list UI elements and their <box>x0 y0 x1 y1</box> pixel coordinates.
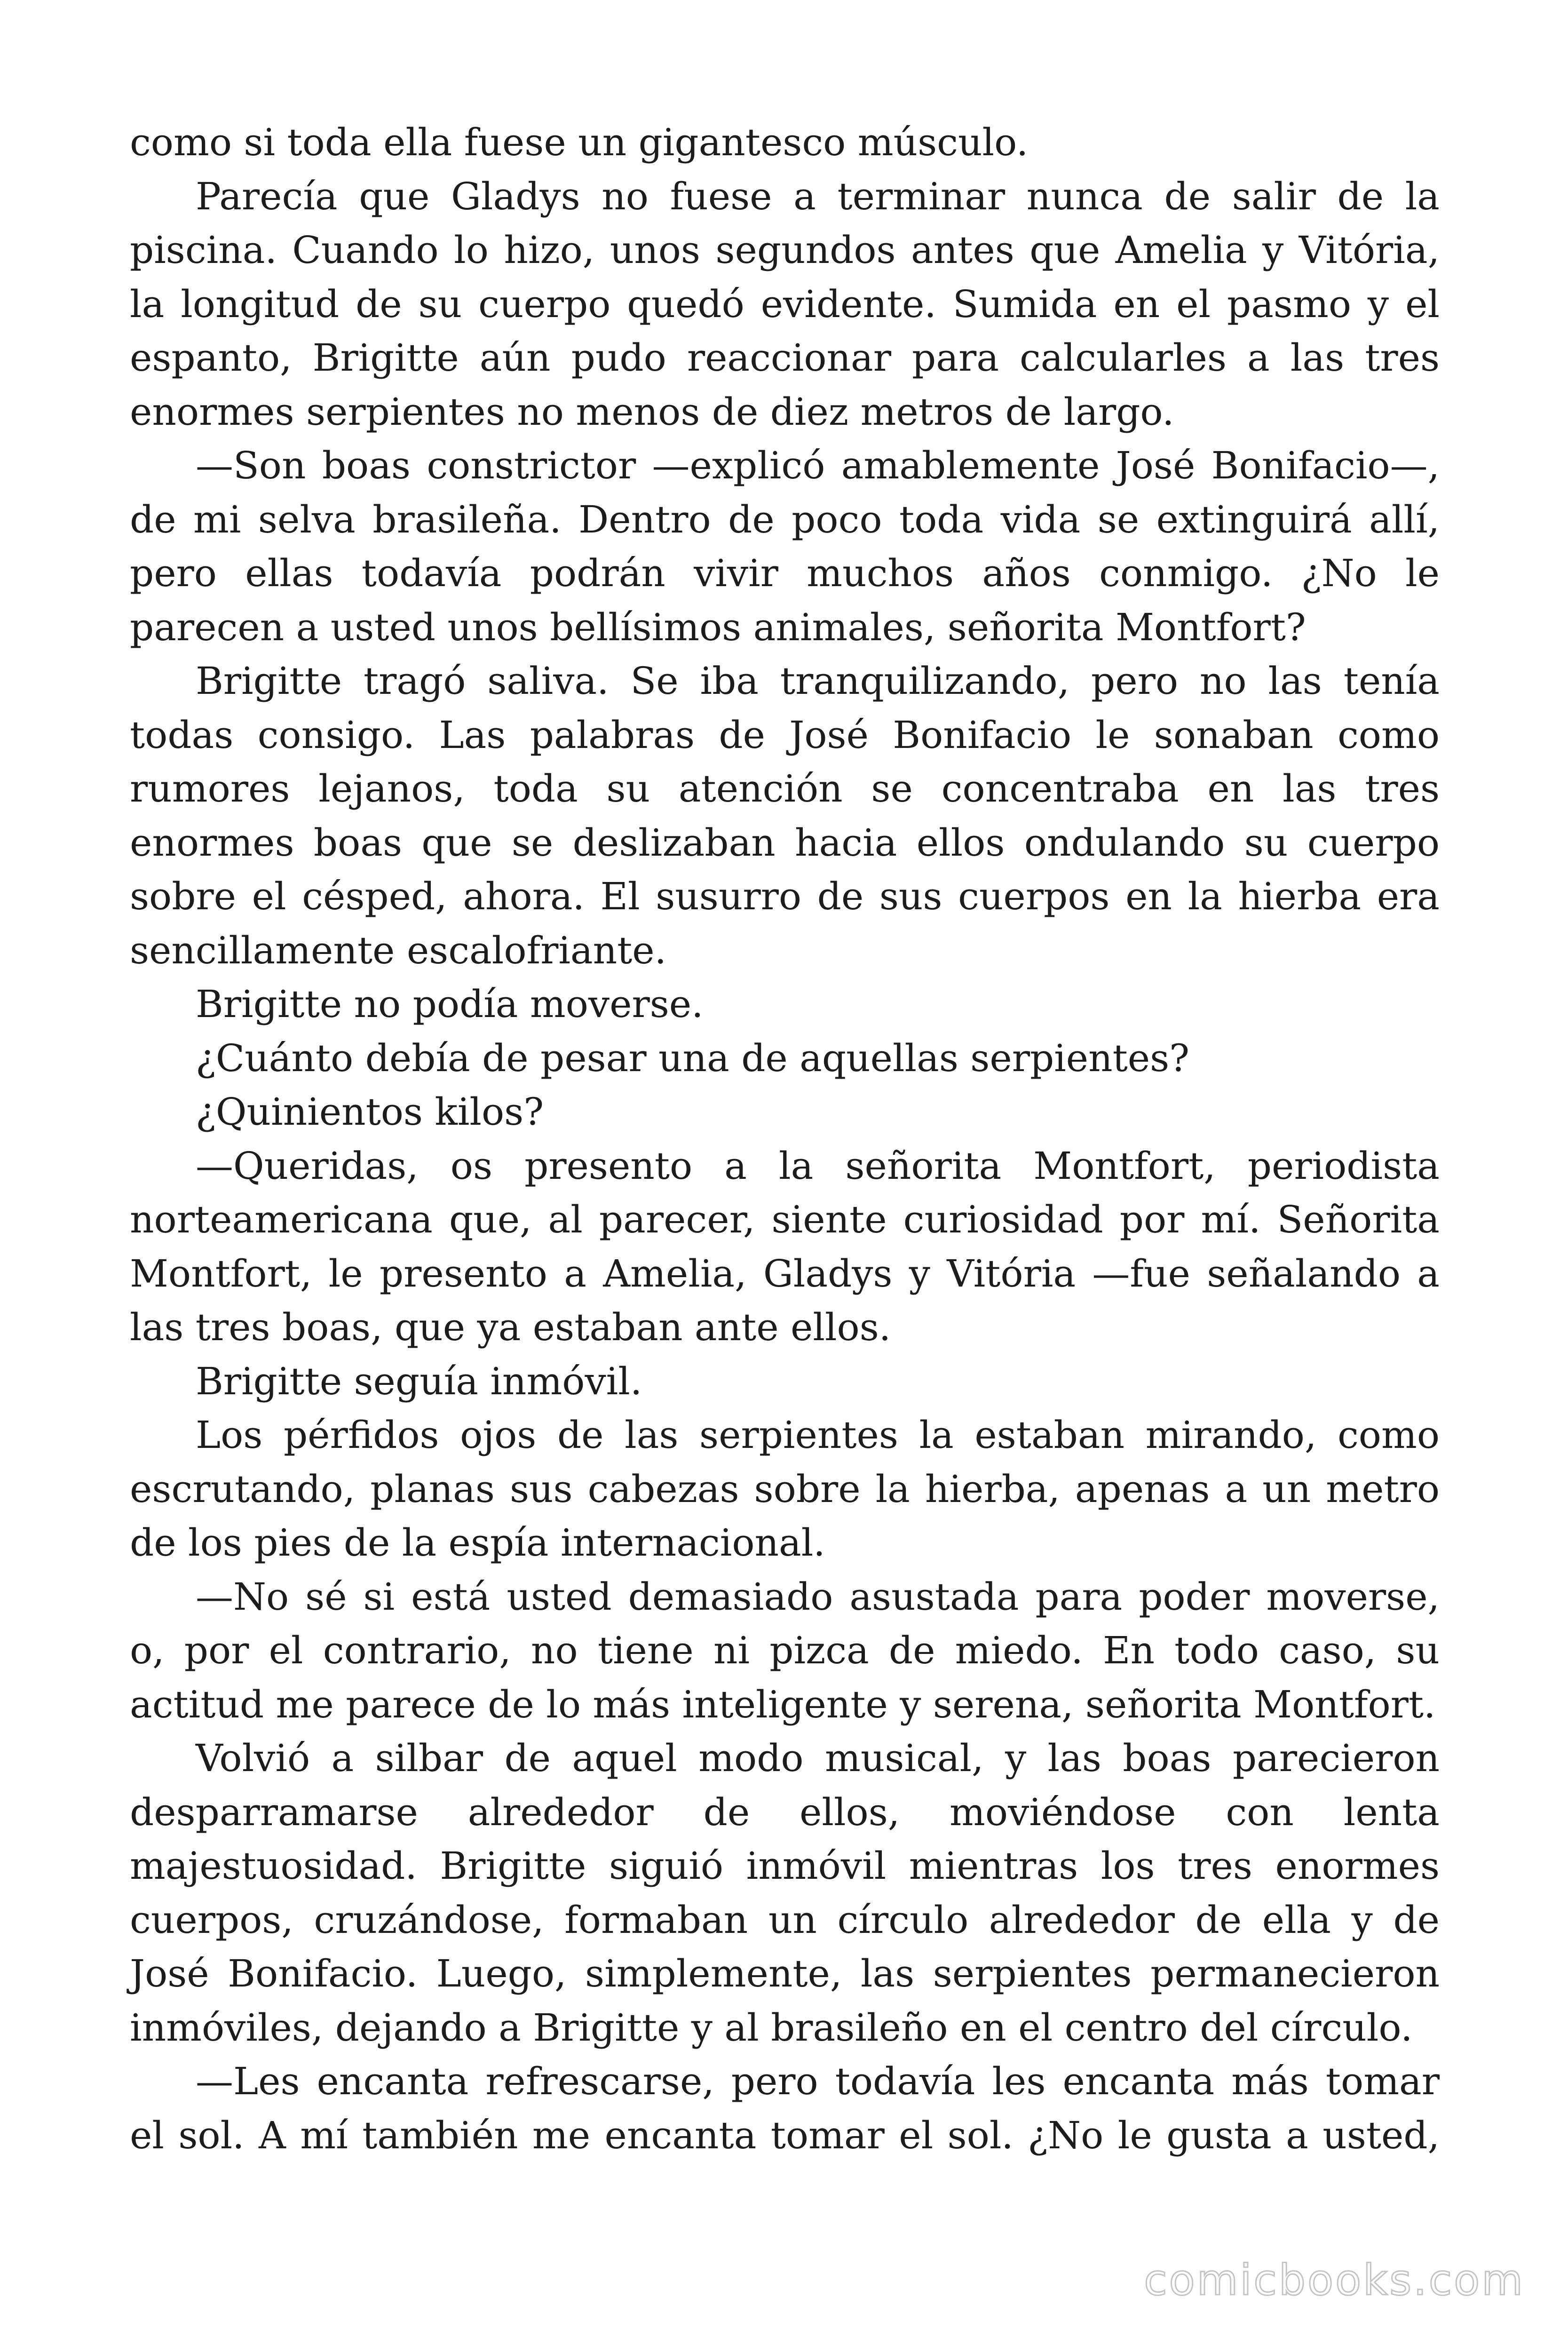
paragraph: Brigitte tragó saliva. Se iba tranquilizando, pero no las tenía todas consigo. Las palabras de José Bonifacio le sonaban como rumores lejanos, toda su atención se concentraba en las tres enormes boas que se deslizaban hacia ellos ondulando su cuerpo sobre el césped, ahora. El susurro de sus cuerpos en la hierba era sencillamente escalofriante. <box>130 659 1440 972</box>
watermark: comicbooks.com <box>1144 2256 1525 2305</box>
paragraph: ¿Cuánto debía de pesar una de aquellas serpientes? <box>196 1036 1190 1080</box>
paragraph: Brigitte seguía inmóvil. <box>196 1359 642 1403</box>
paragraph-dialogue: —Les encanta refrescarse, pero todavía les encanta más tomar el sol. A mí también me encanta tomar el sol. ¿No le gusta a usted, <box>130 2059 1440 2157</box>
paragraph-dialogue: —Son boas constrictor —explicó amablemente José Bonifacio—, de mi selva brasileña. Dentro de poco toda vida se extinguirá allí, pero ellas todavía podrán vivir muchos años conmigo. ¿No le parecen a usted unos bellísimos animales, señorita Montfort? <box>130 444 1440 649</box>
paragraph: Brigitte no podía moverse. <box>196 982 704 1026</box>
paragraph-dialogue: —No sé si está usted demasiado asustada para poder moverse, o, por el contrario, no tiene ni pizca de miedo. En todo caso, su actitud me parece de lo más inteligente y serena, señorita Montfort. <box>130 1574 1440 1726</box>
paragraph-dialogue: —Queridas, os presento a la señorita Montfort, periodista norteamericana que, al parecer, siente curiosidad por mí. Señorita Montfort, le presento a Amelia, Gladys y Vitória —fue señalando a las tres boas, que ya estaban ante ellos. <box>130 1144 1440 1349</box>
paragraph: Los pérfidos ojos de las serpientes la estaban mirando, como escrutando, planas sus cabezas sobre la hierba, apenas a un metro de los pies de la espía internacional. <box>130 1413 1440 1565</box>
paragraph: Volvió a silbar de aquel modo musical, y las boas parecieron desparramarse alrededor de ellos, moviéndose con lenta majestuosidad. Brigitte siguió inmóvil mientras los tres enormes cuerpos, cruzándose, formaban un círculo alrededor de ella y de José Bonifacio. Luego, simplemente, las serpientes permanecieron inmóviles, dejando a Brigitte y al brasileño en el centro del círculo. <box>130 1736 1440 2050</box>
body-text <box>130 116 1440 2162</box>
paragraph-continuation: como si toda ella fuese un gigantesco músculo. <box>130 120 1029 164</box>
paragraph: ¿Quinientos kilos? <box>196 1090 544 1134</box>
paragraph: Parecía que Gladys no fuese a terminar nunca de salir de la piscina. Cuando lo hizo, unos segundos antes que Amelia y Vitória, la longitud de su cuerpo quedó evidente. Sumida en el pasmo y el espanto, Brigitte aún pudo reaccionar para calcularles a las tres enormes serpientes no menos de diez metros de largo. <box>130 174 1440 434</box>
